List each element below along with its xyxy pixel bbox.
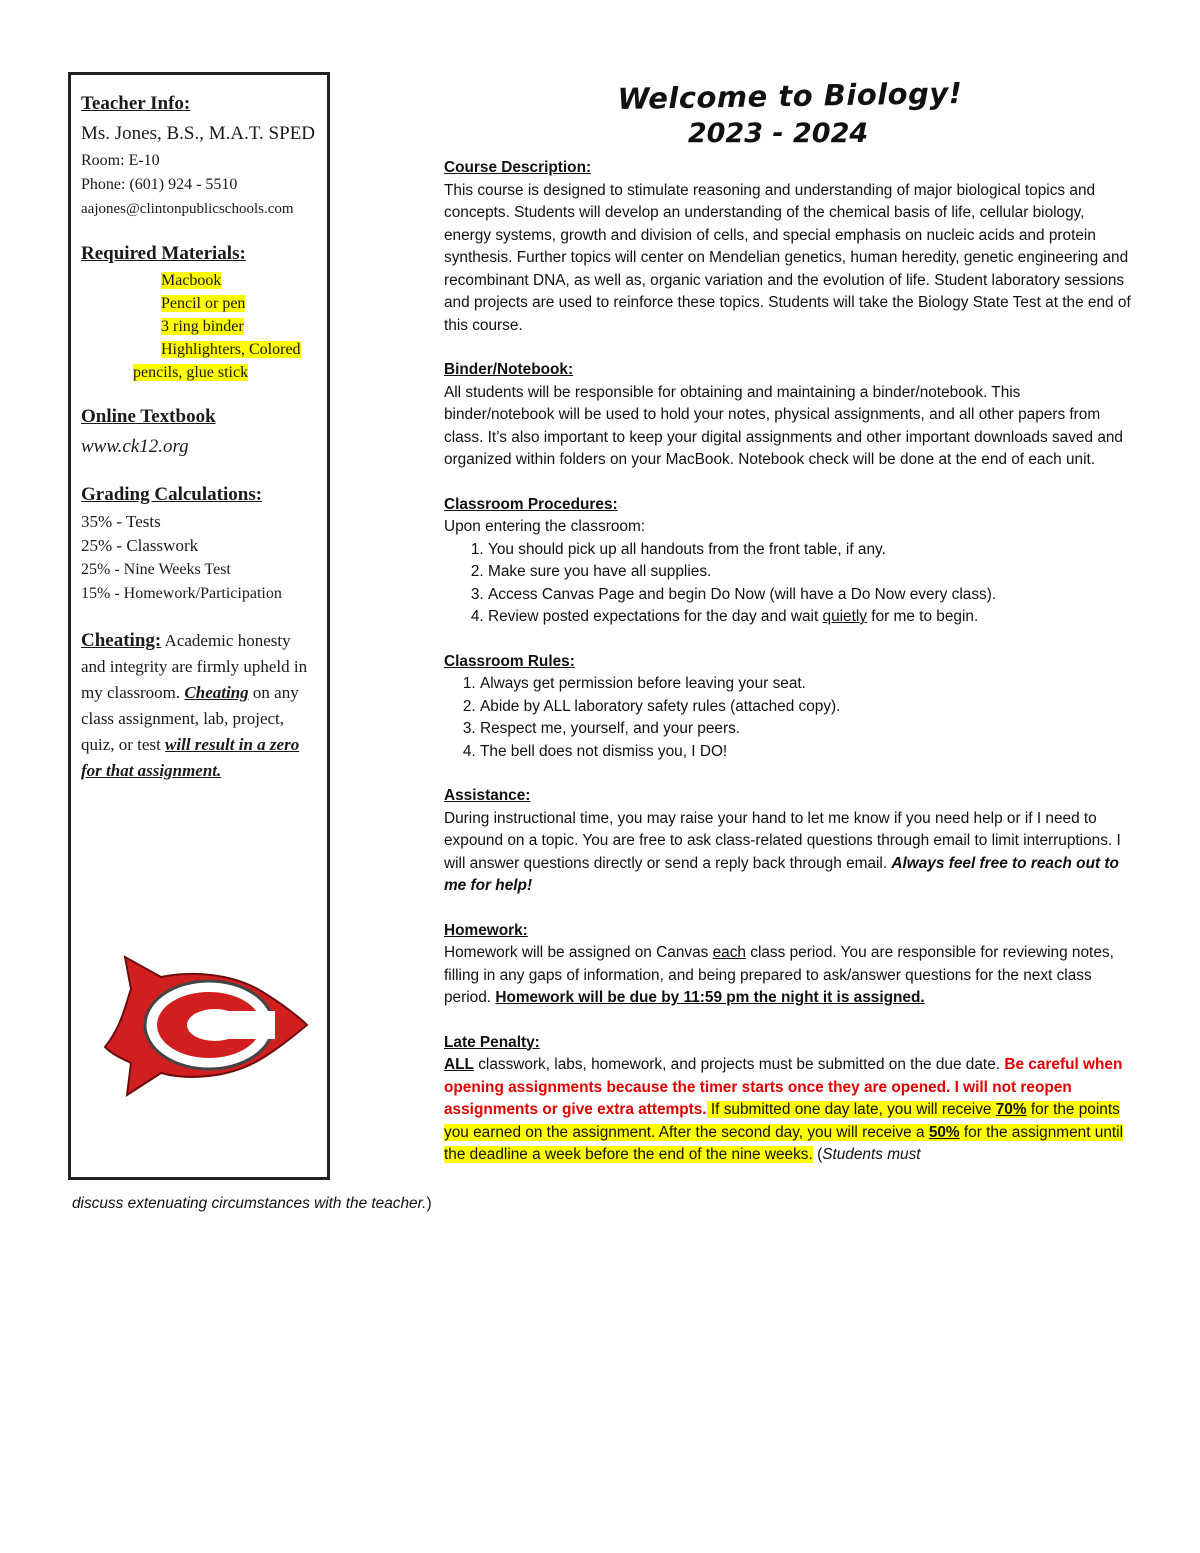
grading-item: 25% - Classwork (81, 536, 199, 555)
main-content (444, 157, 1134, 1167)
homework-text: each (712, 944, 746, 961)
late-penalty-continuation (72, 1193, 432, 1216)
assistance-text: During instructional time, you may raise your hand to let me know if you need help or if I need to expound on a topic. You are free to ask class-related questions through email to limit interruptions. I will answer questions directly or send a reply back through email. (444, 809, 1121, 872)
list-item: 3 ring binder (161, 318, 244, 335)
list-item: Pencil or pen (161, 295, 246, 312)
materials-section (81, 243, 317, 384)
cheating-section (81, 628, 317, 784)
rules-heading: Classroom Rules: (444, 652, 575, 670)
grading-item: 25% - Nine Weeks Test (81, 561, 231, 578)
arrowhead-c-logo-icon (101, 947, 311, 1097)
procedures-list (444, 539, 1134, 629)
teacher-info-heading: Teacher Info: (81, 93, 191, 114)
assistance-heading: Assistance: (444, 787, 531, 804)
sidebar-info-box (68, 72, 330, 1180)
list-item: pencils, glue stick (133, 364, 249, 381)
list-item: 4. The bell does not dismiss you, I DO! (480, 741, 1134, 764)
materials-list (81, 269, 317, 384)
homework-heading: Homework: (444, 921, 528, 939)
rules-section (444, 651, 1134, 764)
binder-text: All students will be responsible for obtaining and maintaining a binder/notebook. This binder/notebook will be used to hold your notes, physical assignments, and all other papers from class. It’s also important to keep your digital assignments and other important downloads saved and organized within folders on your MacBook. Notebook check will be done at the end of each unit. (444, 383, 1123, 468)
late-penalty-heading: Late Penalty: (444, 1033, 540, 1051)
grading-heading: Grading Calculations: (81, 484, 263, 505)
late-highlight: If submitted one day late, you will receive (706, 1101, 996, 1118)
title-line-2: 2023 - 2024 (687, 118, 869, 149)
list-item: 4. Review posted expectations for the day and wait quietly for me to begin. (488, 606, 1134, 629)
homework-due: Homework will be due by 11:59 pm the night it is assigned. (495, 989, 925, 1006)
late-highlight: for the points you earned on the assignment. After the second day, you will receive a (444, 1101, 1120, 1141)
title-line-1: Welcome to Biology! (617, 75, 963, 117)
late-highlight: for the assignment until the deadline a week before the end of the nine weeks. (444, 1123, 1124, 1163)
assistance-emphasis: Always feel free to reach out to me for help! (444, 854, 1119, 894)
course-description-text: This course is designed to stimulate reasoning and understanding of major biological topics and concepts. Students will develop an understanding of the chemical basis of life, cellular biology, energy systems, growth and division of cells, and special emphasis on nucleic acids and protein synthesis. Further topics will center on Mendelian genetics, human heredity, genetic engineering and recombinant DNA, as well as, organic variation and the evolution of life. Student laboratory sessions and projects are used to reinforce these topics. Students will take the Biology State Test at the end of this course. (444, 181, 1131, 334)
list-item: 1. You should pick up all handouts from the front table, if any. (488, 539, 1134, 562)
list-item: Macbook (161, 272, 222, 289)
course-description-heading: Course Description: (444, 159, 592, 176)
cheating-result: will result in a zero for that assignment. (81, 735, 300, 780)
textbook-heading: Online Textbook (81, 406, 216, 427)
late-text: classwork, labs, homework, and projects must be submitted on the due date. (473, 1056, 1005, 1073)
cheating-heading: Cheating: (81, 630, 162, 651)
teacher-email: aajones@clintonpublicschools.com (81, 201, 294, 217)
late-percent-70: 70% (995, 1101, 1027, 1118)
list-item: 2. Make sure you have all supplies. (488, 561, 1134, 584)
logo-c-opening (225, 1011, 275, 1039)
materials-heading: Required Materials: (81, 243, 246, 264)
textbook-section (81, 406, 317, 462)
course-description-section (444, 157, 1134, 337)
list-item: Highlighters, Colored (161, 341, 301, 358)
late-tail: ) (426, 1195, 432, 1212)
school-logo (101, 947, 311, 1097)
assistance-section (444, 785, 1134, 898)
late-penalty-section (444, 1032, 1134, 1167)
rules-list (444, 673, 1134, 763)
late-tail: ( (812, 1146, 823, 1163)
procedures-heading: Classroom Procedures: (444, 495, 618, 513)
list-item: 1. Always get permission before leaving your seat. (480, 673, 1134, 696)
procedures-intro: Upon entering the classroom: (444, 518, 646, 535)
late-all: ALL (444, 1056, 474, 1073)
grading-item: 15% - Homework/Participation (81, 585, 282, 602)
teacher-name: Ms. Jones, B.S., M.A.T. SPED (81, 123, 316, 144)
binder-section (444, 359, 1134, 472)
homework-text: class period. You are responsible for reviewing notes, filling in any gaps of information, and being prepared to ask/answer questions for the next class period. (444, 944, 1114, 1006)
cheating-text: on any class assignment, lab, project, quiz, or test (81, 683, 299, 754)
phone-number: Phone: (601) 924 - 5510 (81, 176, 238, 193)
teacher-info-section (81, 93, 317, 221)
cheating-text: Academic honesty and integrity are firmly upheld in my classroom. (81, 631, 308, 702)
late-tail-italic: discuss extenuating circumstances with the teacher. (72, 1195, 427, 1212)
logo-letter: C (161, 1033, 162, 1034)
textbook-link[interactable]: www.ck12.org (81, 436, 189, 457)
grading-section (81, 484, 317, 606)
list-item: 3. Respect me, yourself, and your peers. (480, 718, 1134, 741)
room-number: Room: E-10 (81, 152, 160, 169)
cheating-word: Cheating (184, 683, 249, 702)
homework-section (444, 920, 1134, 1010)
late-tail-italic: Students must (822, 1146, 921, 1163)
list-item: 3. Access Canvas Page and begin Do Now (will have a Do Now every class). (488, 584, 1134, 607)
late-warning: Be careful when opening assignments because the timer starts once they are opened. I will not reopen assignments or give extra attempts. (444, 1056, 1123, 1118)
binder-heading: Binder/Notebook: (444, 361, 574, 378)
late-percent-50: 50% (928, 1123, 960, 1141)
grading-item: 35% - Tests (81, 512, 161, 531)
homework-text: Homework will be assigned on Canvas (444, 944, 713, 961)
page-title (560, 75, 1020, 154)
list-item: 2. Abide by ALL laboratory safety rules (attached copy). (480, 696, 1134, 719)
procedures-section (444, 494, 1134, 629)
